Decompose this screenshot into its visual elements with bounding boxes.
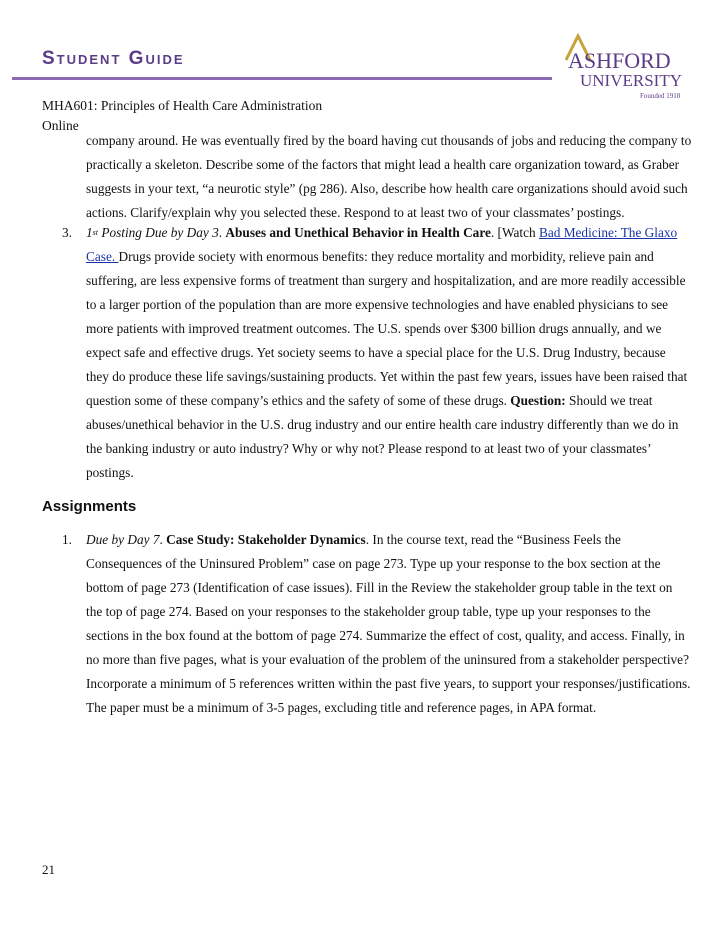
assignment-line: Consequences of the Uninsured Problem” case on page 273. Type up your response to the box section at the [86,556,661,571]
item-3-line: they do produce these life savings/sustaining products. Yet within the past few years, issues have been raised that [86,369,688,384]
continued-line: suggests in your text, “a neurotic style” (pg 286). Also, describe how health care organizations should avoid such [86,181,688,196]
continued-line: practically a skeleton. Describe some of the factors that might lead a health care organization toward, as Graber [86,157,680,172]
item-3-line: abuses/unethical behavior in the U.S. drug industry and our entire health care industry differently than we do in [86,417,679,432]
item-3-number: 3. [62,225,72,240]
continued-line: company around. He was eventually fired by the board having cut thousands of jobs and reducing the company to [86,133,692,148]
item-3-question-line: question some of these company’s ethics and the safety of some of these drugs. Question: Should we treat [86,393,653,408]
page-number: 21 [42,862,55,877]
item-3-line: to a larger portion of the population than are more expensive technologies and have enabled physicians to see [86,297,669,312]
assignment-line: sections in the box found at the bottom of page 274. Summarize the effect of cost, quality, and access. Finally, in [86,628,685,643]
assignment-topic: Case Study: Stakeholder Dynamics [166,532,366,547]
assignment-line: Incorporate a minimum of 5 references written within the past five years, to support your responses/justifications. [86,676,691,691]
course-title: MHA601: Principles of Health Care Administration [42,98,323,113]
continued-line: actions. Clarify/explain why you selected these. Respond to at least two of your classmates’ postings. [86,205,625,220]
item-3-line: more patients with improved treatment outcomes. The U.S. spends over $300 billion drugs annually, and we [86,321,662,336]
assignment-1-paragraph [86,528,696,720]
posting-ordinal: 1st Posting Due by Day 3 [86,225,219,240]
item-3-topic: Abuses and Unethical Behavior in Health Care [225,225,491,240]
logo-main-text: ASHFORD [568,48,671,73]
student-guide-title: Student Guide [42,48,185,69]
bad-medicine-link-cont[interactable]: Case. [86,249,119,264]
item-3-line: postings. [86,465,134,480]
assignments-heading: Assignments [42,498,137,515]
logo-founded-text: Founded 1918 [640,92,681,100]
page-header [0,0,728,100]
assignment-line: no more than five pages, what is your evaluation of the problem of the uninsured from a stakeholder perspective? [86,652,689,667]
assignment-line: bottom of page 273 (Identification of case issues). Fill in the Review the stakeholder group table in the text on [86,580,673,595]
item-3-second-line: Case. Drugs provide society with enormous benefits: they reduce mortality and morbidity, relieve pain and [86,249,654,264]
continued-paragraph [86,129,696,225]
ashford-university-logo [548,30,708,102]
assignment-1-first-line: Due by Day 7. Case Study: Stakeholder Dynamics. In the course text, read the “Business Feels the [86,532,621,547]
assignment-line: the top of page 274. Based on your responses to the stakeholder group table, type up your responses to the [86,604,651,619]
item-3-first-line: 1st Posting Due by Day 3. Abuses and Unethical Behavior in Health Care. [Watch Bad Medicine: The Glaxo [86,225,678,240]
item-3-line: suffering, are less expensive forms of treatment than surgery and hospitalization, and are more readily accessible [86,273,686,288]
course-mode: Online [42,118,79,133]
assignment-due: Due by Day 7 [86,532,160,547]
item-3-line: expect safe and effective drugs. Yet society seems to have a special place for the U.S. Drug Industry, because [86,345,666,360]
assignment-line: The paper must be a minimum of 3-5 pages, excluding title and reference pages, in APA format. [86,700,597,715]
logo-sub-text: UNIVERSITY [580,71,682,90]
item-3-paragraph [86,221,696,485]
item-3-line: the banking industry or auto industry? Why or why not? Please respond to at least two of your classmates’ [86,441,652,456]
bad-medicine-link[interactable]: Bad Medicine: The Glaxo [538,225,678,240]
header-rule [12,77,552,80]
question-label: Question: [510,393,566,408]
assignment-1-number: 1. [62,532,72,547]
